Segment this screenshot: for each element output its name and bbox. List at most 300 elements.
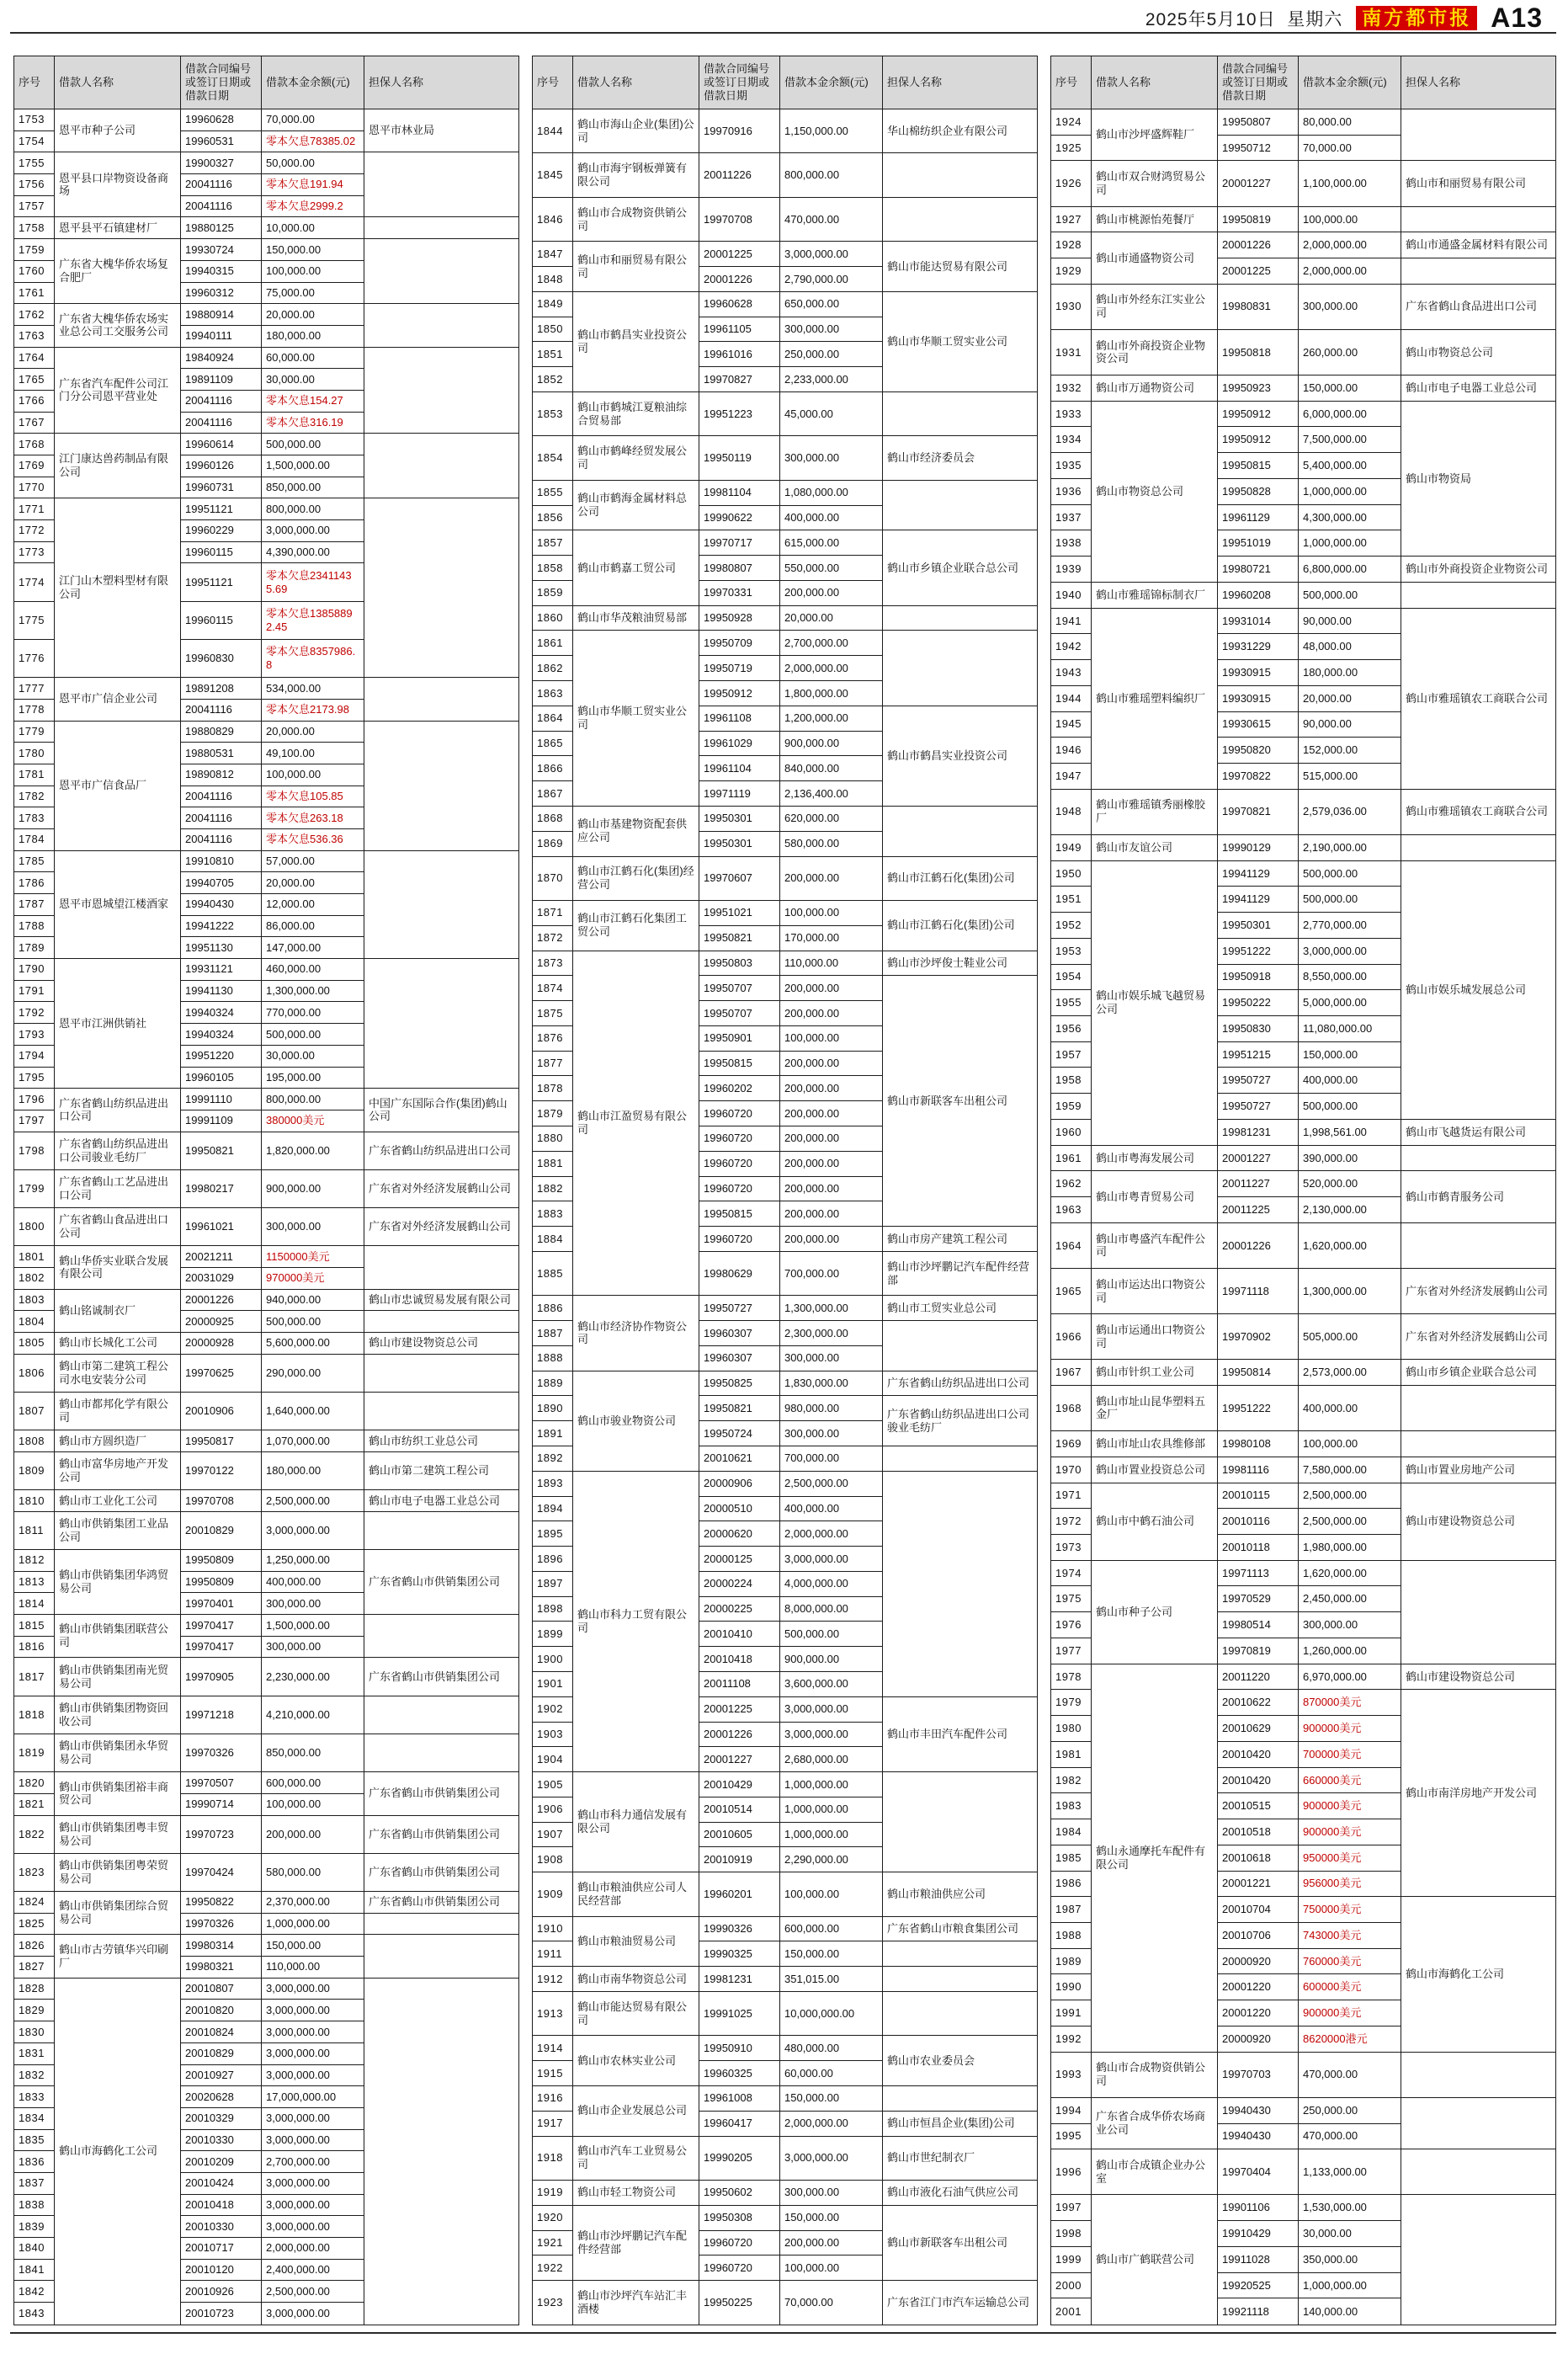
borrower-cell: 鹤山市鹤峰经贸发展公司 bbox=[573, 436, 699, 480]
contract-cell: 19950724 bbox=[699, 1421, 780, 1446]
amount-cell: 400,000.00 bbox=[1299, 1385, 1401, 1430]
amount-cell: 20,000.00 bbox=[262, 721, 364, 743]
contract-cell: 19970708 bbox=[181, 1490, 262, 1512]
serial-cell: 1819 bbox=[14, 1734, 55, 1771]
serial-cell: 1878 bbox=[533, 1076, 573, 1101]
serial-cell: 1790 bbox=[14, 959, 55, 981]
borrower-cell: 广东省大槐华侨农场实业总公司工交服务公司 bbox=[55, 304, 181, 347]
table-row bbox=[533, 391, 1038, 435]
guarantor-cell bbox=[883, 806, 1038, 856]
borrower-cell: 广东省鹤山食品进出口公司 bbox=[55, 1208, 181, 1246]
amount-cell: 零本欠息154.27 bbox=[262, 390, 364, 412]
borrower-cell: 鹤山市供销集团永华贸易公司 bbox=[55, 1734, 181, 1771]
guarantor-cell: 鹤山市娱乐城发展总公司 bbox=[1401, 860, 1556, 1119]
contract-cell: 19950815 bbox=[1218, 453, 1299, 479]
table-row bbox=[533, 1872, 1038, 1916]
table-row bbox=[1051, 1457, 1556, 1483]
table-row bbox=[14, 1208, 519, 1246]
amount-cell: 100,000.00 bbox=[262, 260, 364, 282]
borrower-cell: 鹤山市运通出口物资公司 bbox=[1092, 1314, 1218, 1360]
serial-cell: 1974 bbox=[1051, 1560, 1092, 1586]
contract-cell: 20001226 bbox=[181, 1289, 262, 1311]
amount-cell: 300,000.00 bbox=[780, 2181, 883, 2206]
amount-cell: 零本欠息2999.2 bbox=[262, 195, 364, 217]
table-row bbox=[14, 1615, 519, 1637]
guarantor-cell bbox=[1401, 834, 1556, 860]
contract-cell: 19960115 bbox=[181, 541, 262, 563]
contract-cell: 19970822 bbox=[1218, 764, 1299, 790]
contract-cell: 19930724 bbox=[181, 239, 262, 261]
serial-cell: 1976 bbox=[1051, 1612, 1092, 1638]
borrower-cell: 鹤山市骏业物资公司 bbox=[573, 1371, 699, 1471]
contract-cell: 20010329 bbox=[181, 2107, 262, 2129]
serial-cell: 1906 bbox=[533, 1797, 573, 1822]
serial-cell: 1965 bbox=[1051, 1268, 1092, 1313]
serial-cell: 1900 bbox=[533, 1647, 573, 1672]
contract-cell: 19950727 bbox=[1218, 1068, 1299, 1094]
contract-cell: 20010515 bbox=[1218, 1793, 1299, 1819]
serial-cell: 1830 bbox=[14, 2021, 55, 2043]
guarantor-cell: 鹤山市雅瑶镇农工商联合公司 bbox=[1401, 608, 1556, 789]
borrower-cell: 鹤山市鹤嘉工贸公司 bbox=[573, 530, 699, 605]
serial-cell: 1932 bbox=[1051, 375, 1092, 402]
contract-cell: 20010514 bbox=[699, 1797, 780, 1822]
amount-cell: 900,000.00 bbox=[780, 1647, 883, 1672]
amount-cell: 152,000.00 bbox=[1299, 738, 1401, 764]
contract-cell: 19970827 bbox=[699, 367, 780, 392]
contract-cell: 19961105 bbox=[699, 317, 780, 342]
contract-cell: 20010424 bbox=[181, 2172, 262, 2194]
contract-cell: 19950820 bbox=[1218, 738, 1299, 764]
borrower-cell: 鹤山市轻工物资公司 bbox=[573, 2181, 699, 2206]
contract-cell: 19960720 bbox=[699, 1126, 780, 1151]
guarantor-cell: 鹤山市鹤青服务公司 bbox=[1401, 1171, 1556, 1222]
serial-cell: 1837 bbox=[14, 2172, 55, 2194]
guarantor-cell bbox=[1401, 109, 1556, 161]
amount-cell: 180,000.00 bbox=[1299, 660, 1401, 686]
guarantor-cell bbox=[364, 1978, 519, 2325]
contract-cell: 19980514 bbox=[1218, 1612, 1299, 1638]
contract-cell: 19931014 bbox=[1218, 608, 1299, 634]
serial-cell: 1845 bbox=[533, 153, 573, 197]
table-row bbox=[14, 1289, 519, 1311]
table-row bbox=[1051, 1431, 1556, 1457]
amount-cell: 470,000.00 bbox=[780, 197, 883, 241]
contract-cell: 20000920 bbox=[1218, 1948, 1299, 1974]
amount-cell: 470,000.00 bbox=[1299, 2052, 1401, 2097]
serial-cell: 1772 bbox=[14, 520, 55, 542]
table-row bbox=[1051, 2195, 1556, 2221]
amount-cell: 850,000.00 bbox=[262, 1734, 364, 1771]
column-header-contract: 借款合同编号或签订日期或借款日期 bbox=[1218, 56, 1299, 109]
serial-cell: 1869 bbox=[533, 831, 573, 856]
contract-cell: 20001225 bbox=[1218, 258, 1299, 285]
guarantor-cell: 鹤山市乡镇企业联合总公司 bbox=[1401, 1360, 1556, 1386]
table-row bbox=[1051, 1268, 1556, 1313]
guarantor-cell bbox=[1401, 2149, 1556, 2195]
borrower-cell: 鹤山市古劳镇华兴印刷厂 bbox=[55, 1935, 181, 1978]
guarantor-cell bbox=[364, 434, 519, 498]
amount-cell: 8,000,000.00 bbox=[780, 1596, 883, 1622]
contract-cell: 19940430 bbox=[181, 894, 262, 916]
serial-cell: 1768 bbox=[14, 434, 55, 455]
guarantor-cell bbox=[1401, 206, 1556, 232]
amount-cell: 400,000.00 bbox=[780, 1496, 883, 1521]
borrower-cell: 恩平市广信食品厂 bbox=[55, 721, 181, 850]
contract-cell: 19950830 bbox=[1218, 1016, 1299, 1042]
amount-cell: 300,000.00 bbox=[780, 1345, 883, 1371]
amount-cell: 17,000,000.00 bbox=[262, 2086, 364, 2108]
amount-cell: 956000美元 bbox=[1299, 1871, 1401, 1897]
serial-cell: 1846 bbox=[533, 197, 573, 241]
serial-cell: 1886 bbox=[533, 1296, 573, 1321]
serial-cell: 1849 bbox=[533, 291, 573, 317]
borrower-cell: 鹤山市粤青贸易公司 bbox=[1092, 1171, 1218, 1222]
guarantor-cell bbox=[1401, 1222, 1556, 1268]
serial-cell: 1855 bbox=[533, 480, 573, 505]
amount-cell: 300,000.00 bbox=[780, 436, 883, 480]
borrower-cell: 鹤山市合成物资供销公司 bbox=[1092, 2052, 1218, 2097]
serial-cell: 1854 bbox=[533, 436, 573, 480]
serial-cell: 1891 bbox=[533, 1421, 573, 1446]
contract-cell: 19970404 bbox=[1218, 2149, 1299, 2195]
contract-cell: 19880531 bbox=[181, 743, 262, 764]
serial-cell: 1999 bbox=[1051, 2246, 1092, 2272]
serial-cell: 1921 bbox=[533, 2230, 573, 2255]
guarantor-cell: 广东省鹤山市供销集团公司 bbox=[364, 1550, 519, 1615]
contract-cell: 20010706 bbox=[1218, 1923, 1299, 1949]
borrower-cell: 鹤山市置业投资总公司 bbox=[1092, 1457, 1218, 1483]
serial-cell: 1853 bbox=[533, 391, 573, 435]
guarantor-cell: 鹤山市雅瑶镇农工商联合公司 bbox=[1401, 789, 1556, 834]
borrower-cell: 鹤山市外经东江实业公司 bbox=[1092, 284, 1218, 329]
serial-cell: 1864 bbox=[533, 706, 573, 731]
serial-cell: 1841 bbox=[14, 2259, 55, 2281]
header-rule bbox=[10, 32, 1556, 34]
guarantor-cell bbox=[883, 1471, 1038, 1696]
amount-cell: 1,500,000.00 bbox=[262, 1615, 364, 1637]
serial-cell: 1924 bbox=[1051, 109, 1092, 136]
serial-cell: 1897 bbox=[533, 1571, 573, 1596]
amount-cell: 200,000.00 bbox=[780, 1101, 883, 1126]
table-row bbox=[533, 1471, 1038, 1496]
amount-cell: 150,000.00 bbox=[262, 239, 364, 261]
borrower-cell: 鹤山市粮油贸易公司 bbox=[573, 1916, 699, 1967]
contract-cell: 19901106 bbox=[1218, 2195, 1299, 2221]
amount-cell: 300,000.00 bbox=[780, 1421, 883, 1446]
amount-cell: 900000美元 bbox=[1299, 1819, 1401, 1845]
borrower-cell: 鹤山市供销集团综合贸易公司 bbox=[55, 1892, 181, 1935]
amount-cell: 250,000.00 bbox=[780, 342, 883, 367]
amount-cell: 1,820,000.00 bbox=[262, 1132, 364, 1169]
contract-cell: 20001225 bbox=[699, 242, 780, 267]
serial-cell: 1766 bbox=[14, 390, 55, 412]
guarantor-cell bbox=[883, 1992, 1038, 2036]
table-row bbox=[1051, 608, 1556, 634]
guarantor-cell bbox=[883, 1941, 1038, 1967]
guarantor-cell bbox=[364, 1615, 519, 1658]
amount-cell: 2,450,000.00 bbox=[1299, 1586, 1401, 1612]
guarantor-cell bbox=[1401, 2097, 1556, 2149]
serial-cell: 1818 bbox=[14, 1696, 55, 1734]
guarantor-cell: 广东省鹤山市供销集团公司 bbox=[364, 1892, 519, 1914]
amount-cell: 3,000,000.00 bbox=[262, 2064, 364, 2086]
table-row bbox=[1051, 1560, 1556, 1586]
amount-cell: 1,000,000.00 bbox=[1299, 2272, 1401, 2298]
serial-cell: 1761 bbox=[14, 282, 55, 304]
contract-cell: 19950222 bbox=[1218, 990, 1299, 1016]
borrower-cell: 鹤山市粤盛汽车配件公司 bbox=[1092, 1222, 1218, 1268]
serial-cell: 1801 bbox=[14, 1246, 55, 1268]
guarantor-cell: 广东省鹤山食品进出口公司 bbox=[1401, 284, 1556, 329]
contract-cell: 19950719 bbox=[699, 656, 780, 681]
serial-cell: 1935 bbox=[1051, 453, 1092, 479]
table-row bbox=[533, 2136, 1038, 2180]
borrower-cell: 鹤山市海山企业(集团)公司 bbox=[573, 109, 699, 153]
amount-cell: 1,000,000.00 bbox=[780, 1772, 883, 1797]
contract-cell: 20041116 bbox=[181, 390, 262, 412]
borrower-cell: 鹤山市广鹤联营公司 bbox=[1092, 2195, 1218, 2325]
serial-cell: 1840 bbox=[14, 2238, 55, 2260]
amount-cell: 980,000.00 bbox=[780, 1396, 883, 1421]
borrower-cell: 鹤山市桃源怡苑餐厅 bbox=[1092, 206, 1218, 232]
contract-cell: 20010723 bbox=[181, 2303, 262, 2325]
serial-cell: 1831 bbox=[14, 2042, 55, 2064]
contract-cell: 19970703 bbox=[1218, 2052, 1299, 2097]
contract-cell: 19950821 bbox=[699, 925, 780, 951]
serial-cell: 1876 bbox=[533, 1025, 573, 1051]
amount-cell: 195,000.00 bbox=[262, 1067, 364, 1089]
serial-cell: 1969 bbox=[1051, 1431, 1092, 1457]
masthead-logo: 南方都市报 bbox=[1356, 6, 1477, 30]
header-row bbox=[533, 56, 1038, 109]
amount-cell: 3,000,000.00 bbox=[262, 2303, 364, 2325]
serial-cell: 1973 bbox=[1051, 1534, 1092, 1560]
serial-cell: 1860 bbox=[533, 605, 573, 631]
column-header-amount: 借款本金余额(元) bbox=[780, 56, 883, 109]
guarantor-cell: 鹤山市通盛金属材料有限公司 bbox=[1401, 232, 1556, 258]
column-header-guarantor: 担保人名称 bbox=[364, 56, 519, 109]
serial-cell: 1887 bbox=[533, 1321, 573, 1346]
borrower-cell: 江门康达兽药制品有限公司 bbox=[55, 434, 181, 498]
serial-cell: 1820 bbox=[14, 1772, 55, 1794]
borrower-cell: 鹤山市第二建筑工程公司水电安装分公司 bbox=[55, 1354, 181, 1392]
amount-cell: 1,000,000.00 bbox=[1299, 478, 1401, 504]
amount-cell: 1,980,000.00 bbox=[1299, 1534, 1401, 1560]
contract-cell: 20031029 bbox=[181, 1267, 262, 1289]
guarantor-cell: 鹤山市第二建筑工程公司 bbox=[364, 1451, 519, 1489]
serial-cell: 1825 bbox=[14, 1913, 55, 1935]
guarantor-cell: 鹤山市工贸实业总公司 bbox=[883, 1296, 1038, 1321]
serial-cell: 1813 bbox=[14, 1571, 55, 1593]
contract-cell: 19991025 bbox=[699, 1992, 780, 2036]
amount-cell: 100,000.00 bbox=[780, 2255, 883, 2281]
serial-cell: 1823 bbox=[14, 1853, 55, 1891]
amount-cell: 100,000.00 bbox=[262, 1793, 364, 1815]
contract-cell: 20010418 bbox=[181, 2194, 262, 2216]
amount-cell: 150,000.00 bbox=[780, 1941, 883, 1967]
table-row bbox=[14, 850, 519, 872]
contract-cell: 20020628 bbox=[181, 2086, 262, 2108]
amount-cell: 615,000.00 bbox=[780, 530, 883, 556]
table-row bbox=[1051, 2149, 1556, 2195]
amount-cell: 850,000.00 bbox=[262, 477, 364, 498]
amount-cell: 200,000.00 bbox=[780, 2230, 883, 2255]
amount-cell: 300,000.00 bbox=[262, 1593, 364, 1615]
contract-cell: 19970821 bbox=[1218, 789, 1299, 834]
table-row bbox=[533, 1916, 1038, 1941]
amount-cell: 2,136,400.00 bbox=[780, 781, 883, 807]
contract-cell: 19981231 bbox=[1218, 1119, 1299, 1145]
amount-cell: 45,000.00 bbox=[780, 391, 883, 435]
amount-cell: 8620000港元 bbox=[1299, 2026, 1401, 2052]
amount-cell: 870000美元 bbox=[1299, 1690, 1401, 1716]
amount-cell: 1,200,000.00 bbox=[780, 706, 883, 731]
contract-cell: 19940430 bbox=[1218, 2097, 1299, 2123]
borrower-cell: 鹤山市鹤昌实业投资公司 bbox=[573, 291, 699, 391]
table-row bbox=[533, 480, 1038, 505]
table-row bbox=[533, 1992, 1038, 2036]
contract-cell: 19950912 bbox=[1218, 427, 1299, 453]
serial-cell: 1898 bbox=[533, 1596, 573, 1622]
serial-cell: 1881 bbox=[533, 1151, 573, 1176]
serial-cell: 1857 bbox=[533, 530, 573, 556]
contract-cell: 19951130 bbox=[181, 937, 262, 959]
serial-cell: 1968 bbox=[1051, 1385, 1092, 1430]
serial-cell: 1937 bbox=[1051, 504, 1092, 530]
contract-cell: 19951021 bbox=[699, 900, 780, 925]
guarantor-cell: 鹤山市新联客车出租公司 bbox=[883, 976, 1038, 1227]
amount-cell: 300,000.00 bbox=[1299, 1612, 1401, 1638]
amount-cell: 1,300,000.00 bbox=[780, 1296, 883, 1321]
amount-cell: 零本欠息316.19 bbox=[262, 412, 364, 434]
contract-cell: 19950912 bbox=[699, 681, 780, 706]
serial-cell: 1939 bbox=[1051, 557, 1092, 583]
guarantor-cell bbox=[883, 391, 1038, 435]
serial-cell: 1907 bbox=[533, 1822, 573, 1847]
serial-cell: 1948 bbox=[1051, 789, 1092, 834]
contract-cell: 20001220 bbox=[1218, 1974, 1299, 2000]
borrower-cell: 恩平市江洲供销社 bbox=[55, 959, 181, 1089]
contract-cell: 20041116 bbox=[181, 828, 262, 850]
guarantor-cell bbox=[364, 1246, 519, 1289]
footer-rule bbox=[10, 2332, 1556, 2334]
contract-cell: 19950817 bbox=[181, 1430, 262, 1452]
amount-cell: 900000美元 bbox=[1299, 1793, 1401, 1819]
contract-cell: 20010829 bbox=[181, 2042, 262, 2064]
table-row bbox=[533, 1371, 1038, 1396]
table-row bbox=[1051, 232, 1556, 258]
contract-cell: 20010518 bbox=[1218, 1819, 1299, 1845]
contract-cell: 19950815 bbox=[699, 1201, 780, 1227]
contract-cell: 19960202 bbox=[699, 1076, 780, 1101]
amount-cell: 500,000.00 bbox=[262, 1024, 364, 1046]
contract-cell: 19961029 bbox=[699, 731, 780, 756]
amount-cell: 3,600,000.00 bbox=[780, 1672, 883, 1697]
contract-cell: 19970122 bbox=[181, 1451, 262, 1489]
guarantor-cell: 鹤山市置业房地产公司 bbox=[1401, 1457, 1556, 1483]
contract-cell: 19940111 bbox=[181, 325, 262, 347]
borrower-cell: 鹤山市种子公司 bbox=[1092, 1560, 1218, 1664]
borrower-cell: 鹤山市合成镇企业办公室 bbox=[1092, 2149, 1218, 2195]
serial-cell: 1858 bbox=[533, 556, 573, 581]
table-row bbox=[14, 1246, 519, 1268]
contract-cell: 19960720 bbox=[699, 1227, 780, 1252]
column-header-borrower: 借款人名称 bbox=[1092, 56, 1218, 109]
amount-cell: 3,000,000.00 bbox=[262, 2216, 364, 2238]
borrower-cell: 鹤山市长城化工公司 bbox=[55, 1333, 181, 1355]
serial-cell: 1793 bbox=[14, 1024, 55, 1046]
serial-cell: 1850 bbox=[533, 317, 573, 342]
amount-cell: 1,100,000.00 bbox=[1299, 161, 1401, 206]
contract-cell: 20000925 bbox=[181, 1311, 262, 1333]
serial-cell: 1963 bbox=[1051, 1197, 1092, 1223]
amount-cell: 零本欠息2173.98 bbox=[262, 699, 364, 721]
serial-cell: 1755 bbox=[14, 152, 55, 174]
borrower-cell: 鹤山市粤海发展公司 bbox=[1092, 1145, 1218, 1171]
guarantor-cell: 鹤山市液化石油气供应公司 bbox=[883, 2181, 1038, 2206]
borrower-cell: 鹤山市方圆织造厂 bbox=[55, 1430, 181, 1452]
table-row bbox=[14, 109, 519, 131]
amount-cell: 4,000,000.00 bbox=[780, 1571, 883, 1596]
guarantor-cell bbox=[364, 1511, 519, 1549]
serial-cell: 1773 bbox=[14, 541, 55, 563]
serial-cell: 1987 bbox=[1051, 1897, 1092, 1923]
contract-cell: 19980217 bbox=[181, 1169, 262, 1207]
table-row bbox=[14, 1734, 519, 1771]
borrower-cell: 恩平市种子公司 bbox=[55, 109, 181, 152]
serial-cell: 1901 bbox=[533, 1672, 573, 1697]
serial-cell: 1851 bbox=[533, 342, 573, 367]
amount-cell: 200,000.00 bbox=[780, 1076, 883, 1101]
serial-cell: 1770 bbox=[14, 477, 55, 498]
contract-cell: 19911028 bbox=[1218, 2246, 1299, 2272]
table-row bbox=[14, 959, 519, 981]
amount-cell: 零本欠息8357986.8 bbox=[262, 639, 364, 677]
contract-cell: 19960720 bbox=[699, 2255, 780, 2281]
amount-cell: 2,000,000.00 bbox=[780, 2111, 883, 2136]
serial-cell: 1838 bbox=[14, 2194, 55, 2216]
contract-cell: 19960201 bbox=[699, 1872, 780, 1916]
amount-cell: 80,000.00 bbox=[1299, 109, 1401, 136]
amount-cell: 3,000,000.00 bbox=[780, 2136, 883, 2180]
borrower-cell: 鹤山市汽车工业贸易公司 bbox=[573, 2136, 699, 2180]
serial-cell: 1834 bbox=[14, 2107, 55, 2129]
contract-cell: 19970902 bbox=[1218, 1314, 1299, 1360]
amount-cell: 30,000.00 bbox=[1299, 2221, 1401, 2247]
serial-cell: 1880 bbox=[533, 1126, 573, 1151]
contract-cell: 19951222 bbox=[1218, 938, 1299, 964]
table-row bbox=[1051, 860, 1556, 887]
serial-cell: 1913 bbox=[533, 1992, 573, 2036]
contract-cell: 19980321 bbox=[181, 1957, 262, 1979]
guarantor-cell bbox=[883, 1967, 1038, 1992]
borrower-cell: 鹤山市外商投资企业物资公司 bbox=[1092, 329, 1218, 375]
serial-cell: 1941 bbox=[1051, 608, 1092, 634]
table-row bbox=[533, 2086, 1038, 2112]
guarantor-cell bbox=[364, 678, 519, 721]
contract-cell: 20010829 bbox=[181, 1511, 262, 1549]
contract-cell: 19950918 bbox=[1218, 964, 1299, 990]
amount-cell: 800,000.00 bbox=[262, 1089, 364, 1110]
table-row bbox=[533, 436, 1038, 480]
amount-cell: 2,000,000.00 bbox=[780, 656, 883, 681]
serial-cell: 1952 bbox=[1051, 913, 1092, 939]
amount-cell: 8,550,000.00 bbox=[1299, 964, 1401, 990]
serial-cell: 1808 bbox=[14, 1430, 55, 1452]
serial-cell: 1757 bbox=[14, 195, 55, 217]
guarantor-cell: 广东省鹤山纺织品进出口公司骏业毛纺厂 bbox=[883, 1396, 1038, 1446]
